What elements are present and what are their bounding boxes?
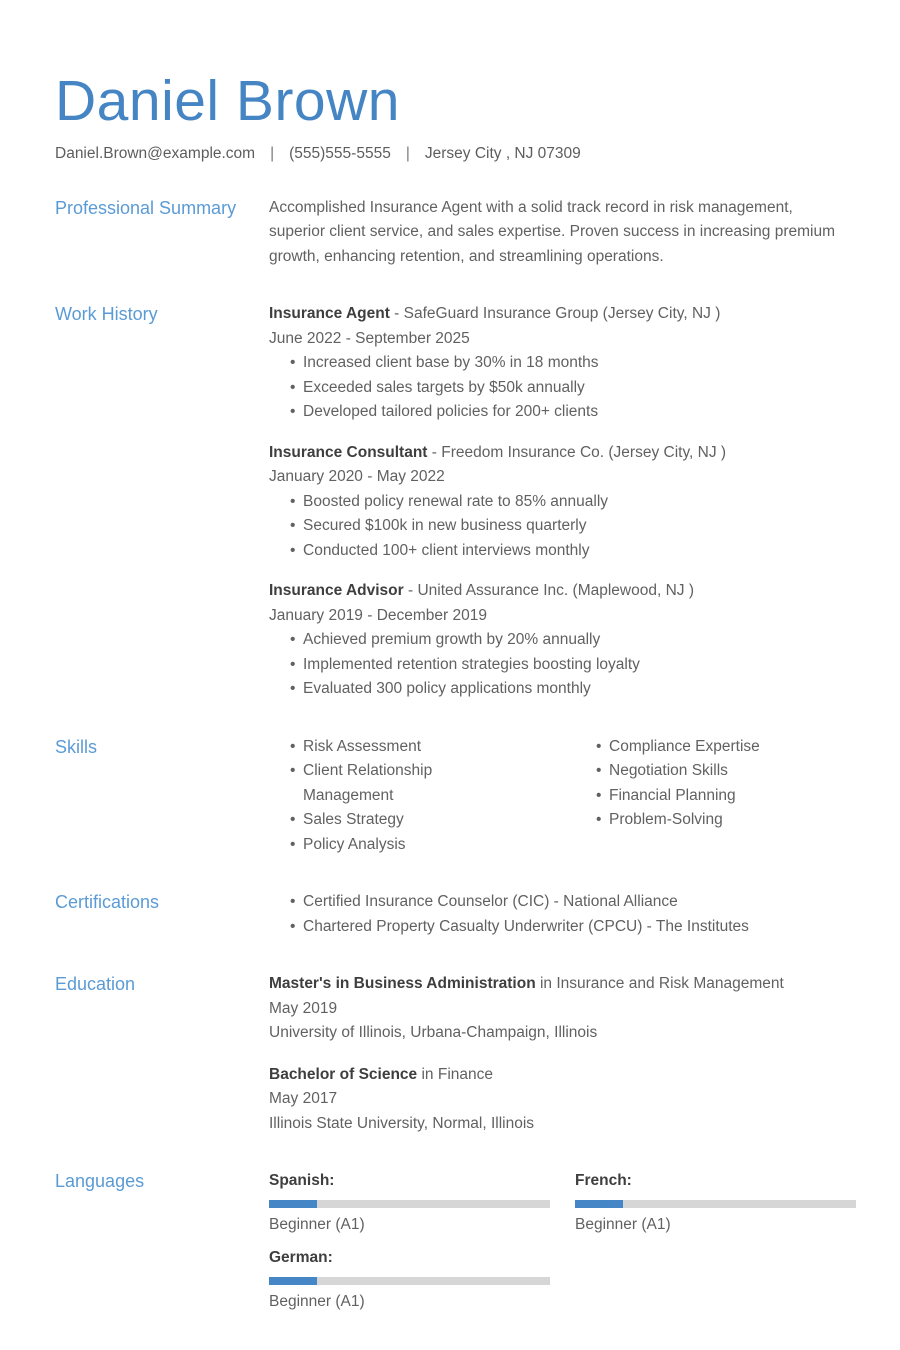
language-progress-bar bbox=[575, 1200, 856, 1208]
job-dates: January 2019 - December 2019 bbox=[269, 606, 487, 624]
skill-item: • Sales Strategy bbox=[290, 808, 469, 833]
job-bullet: • Developed tailored policies for 200+ clients bbox=[290, 400, 853, 425]
education-content bbox=[269, 972, 853, 1136]
job-dates: January 2020 - May 2022 bbox=[269, 468, 445, 486]
job-bullet: • Secured $100k in new business quarterly bbox=[290, 514, 853, 539]
job-bullet: • Achieved premium growth by 20% annually bbox=[290, 628, 853, 653]
work-history-content bbox=[269, 302, 853, 702]
section-work-history bbox=[55, 302, 853, 702]
language-progress-fill bbox=[269, 1200, 317, 1208]
job-entry bbox=[269, 441, 853, 564]
skills-column-2 bbox=[575, 735, 853, 858]
contact-separator: | bbox=[405, 144, 410, 162]
job-company: - SafeGuard Insurance Group (Jersey City, NJ ) bbox=[389, 305, 721, 323]
degree-field: in Finance bbox=[417, 1065, 493, 1083]
section-title-languages: Languages bbox=[55, 1171, 145, 1192]
section-certifications bbox=[55, 890, 853, 939]
skill-item: • Negotiation Skills bbox=[596, 759, 853, 784]
job-bullet: • Increased client base by 30% in 18 months bbox=[290, 351, 853, 376]
language-level: Beginner (A1) bbox=[575, 1215, 671, 1233]
job-bullet-list bbox=[269, 628, 853, 702]
language-name: French: bbox=[575, 1172, 632, 1190]
job-company: - United Assurance Inc. (Maplewood, NJ ) bbox=[403, 582, 694, 600]
job-entry bbox=[269, 302, 853, 425]
language-entry bbox=[269, 1246, 575, 1314]
section-professional-summary bbox=[55, 196, 853, 270]
certifications-content bbox=[269, 890, 853, 939]
language-level: Beginner (A1) bbox=[269, 1292, 365, 1310]
skills-column-1 bbox=[269, 735, 469, 858]
language-entry bbox=[269, 1169, 575, 1237]
skill-item: • Policy Analysis bbox=[290, 833, 469, 858]
languages-content bbox=[269, 1169, 856, 1314]
section-languages bbox=[55, 1169, 853, 1314]
job-entry bbox=[269, 579, 853, 702]
degree-entry bbox=[269, 1063, 853, 1137]
section-title-education: Education bbox=[55, 974, 136, 995]
language-entry bbox=[575, 1169, 856, 1237]
person-name: Daniel Brown bbox=[55, 69, 400, 133]
section-title-certifications: Certifications bbox=[55, 892, 160, 913]
job-role: Insurance Advisor bbox=[269, 582, 404, 600]
certification-item: • Chartered Property Casualty Underwriter (CPCU) - The Institutes bbox=[290, 915, 853, 940]
degree-entry bbox=[269, 972, 853, 1046]
job-dates: June 2022 - September 2025 bbox=[269, 329, 470, 347]
job-bullet-list bbox=[269, 490, 853, 564]
skill-item: • Client Relationship Management bbox=[290, 759, 469, 808]
language-name: Spanish: bbox=[269, 1172, 335, 1190]
degree-title-line bbox=[269, 1063, 853, 1088]
degree-title-line bbox=[269, 972, 853, 997]
job-company: - Freedom Insurance Co. (Jersey City, NJ ) bbox=[427, 443, 727, 461]
job-title-line bbox=[269, 441, 853, 466]
language-level: Beginner (A1) bbox=[269, 1215, 365, 1233]
section-title-work-history: Work History bbox=[55, 304, 158, 325]
degree-date: May 2017 bbox=[269, 1090, 338, 1108]
skills-content bbox=[269, 735, 853, 858]
degree-name: Master's in Business Administration bbox=[269, 975, 536, 993]
skill-item: • Problem-Solving bbox=[596, 808, 853, 833]
section-title-skills: Skills bbox=[55, 736, 98, 757]
contact-email: Daniel.Brown@example.com bbox=[55, 144, 256, 162]
job-title-line bbox=[269, 302, 853, 327]
skill-item: • Financial Planning bbox=[596, 784, 853, 809]
section-education bbox=[55, 972, 853, 1136]
language-name: German: bbox=[269, 1249, 333, 1267]
job-bullet: • Evaluated 300 policy applications monthly bbox=[290, 677, 853, 702]
contact-location: Jersey City , NJ 07309 bbox=[424, 144, 581, 162]
certification-item: • Certified Insurance Counselor (CIC) - National Alliance bbox=[290, 890, 853, 915]
job-bullet: • Conducted 100+ client interviews monthly bbox=[290, 539, 853, 564]
certifications-list bbox=[269, 890, 853, 939]
resume-header bbox=[55, 69, 853, 163]
skill-item: • Risk Assessment bbox=[290, 735, 469, 760]
language-progress-fill bbox=[269, 1277, 317, 1285]
job-role: Insurance Agent bbox=[269, 305, 390, 323]
degree-date: May 2019 bbox=[269, 999, 338, 1017]
job-role: Insurance Consultant bbox=[269, 443, 428, 461]
job-bullet: • Boosted policy renewal rate to 85% annually bbox=[290, 490, 853, 515]
contact-line bbox=[55, 145, 853, 163]
job-title-line bbox=[269, 579, 853, 604]
job-bullet: • Implemented retention strategies boosting loyalty bbox=[290, 653, 853, 678]
job-bullet-list bbox=[269, 351, 853, 425]
section-skills bbox=[55, 735, 853, 858]
degree-name: Bachelor of Science bbox=[269, 1065, 418, 1083]
job-bullet: • Exceeded sales targets by $50k annually bbox=[290, 376, 853, 401]
contact-separator: | bbox=[270, 144, 275, 162]
degree-school: Illinois State University, Normal, Illinois bbox=[269, 1114, 535, 1132]
degree-school: University of Illinois, Urbana-Champaign, Illinois bbox=[269, 1024, 598, 1042]
skill-item: • Compliance Expertise bbox=[596, 735, 853, 760]
section-title-summary: Professional Summary bbox=[55, 197, 237, 218]
language-progress-bar bbox=[269, 1277, 550, 1285]
contact-phone: (555)555-5555 bbox=[289, 144, 391, 162]
degree-field: in Insurance and Risk Management bbox=[535, 975, 784, 993]
language-progress-fill bbox=[575, 1200, 623, 1208]
summary-text: Accomplished Insurance Agent with a solid track record in risk management, superior client service, and sales expertise. Proven success in increasing premium growth, enhancing retention, and streamlining operations. bbox=[269, 198, 835, 265]
language-progress-bar bbox=[269, 1200, 550, 1208]
